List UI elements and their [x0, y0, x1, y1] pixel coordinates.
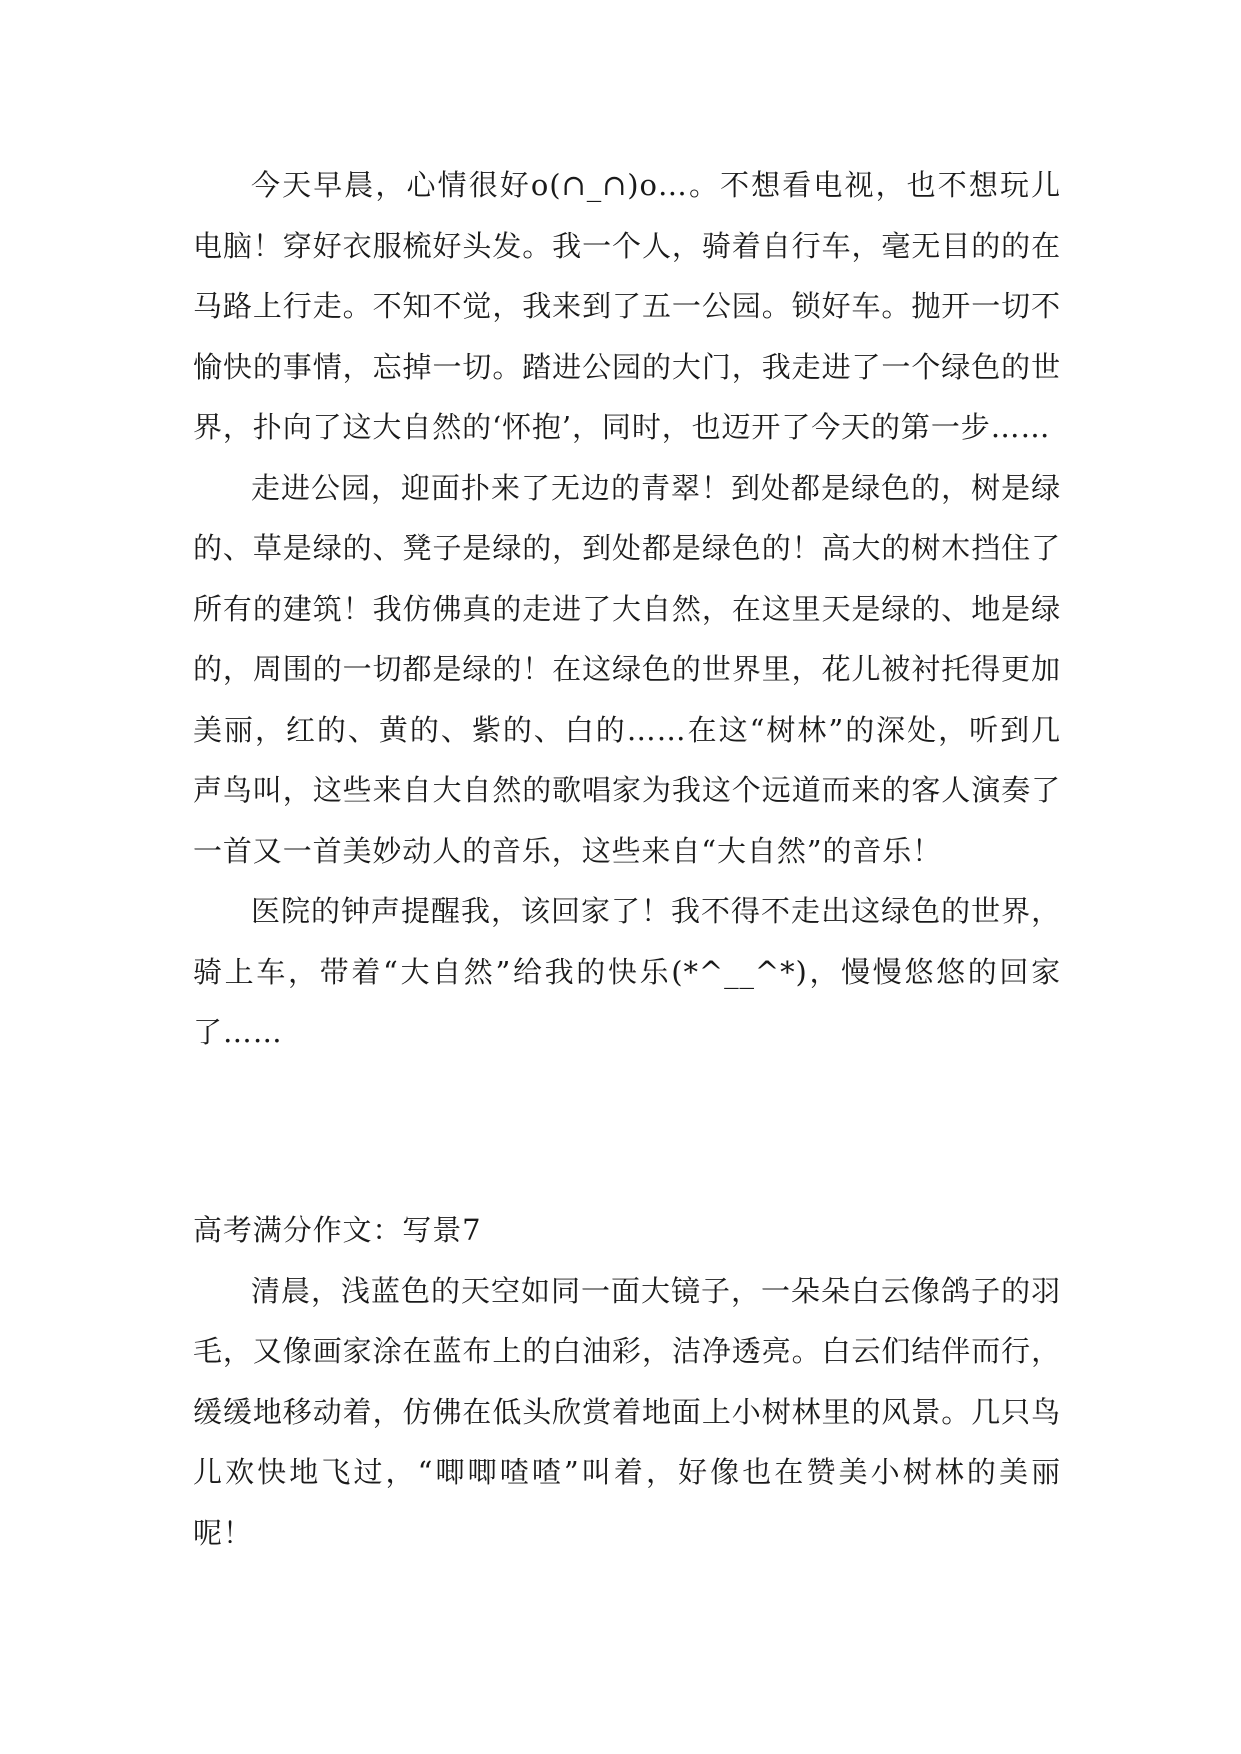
essay-section-7: [193, 1200, 1061, 1563]
paragraph-park-green: 走进公园，迎面扑来了无边的青翠！到处都是绿色的，树是绿的、草是绿的、凳子是绿的，到处都是绿色的！高大的树木挡住了所有的建筑！我仿佛真的走进了大自然，在这里天是绿的、地是绿的，周围的一切都是绿的！在这绿色的世界里，花儿被衬托得更加美丽，红的、黄的、紫的、白的……在这“树林”的深处，听到几声鸟叫，这些来自大自然的歌唱家为我这个远道而来的客人演奏了一首又一首美妙动人的音乐，这些来自“大自然”的音乐！: [193, 470, 1061, 868]
paragraph-morning-ride: 今天早晨，心情很好o(∩_∩)o…。不想看电视，也不想玩儿电脑！穿好衣服梳好头发。我一个人，骑着自行车，毫无目的的在马路上行走。不知不觉，我来到了五一公园。锁好车。抛开一切不愉快的事情，忘掉一切。踏进公园的大门，我走进了一个绿色的世界，扑向了这大自然的‘怀抱’，同时，也迈开了今天的第一步……: [193, 168, 1061, 444]
essay-heading: 高考满分作文：写景7: [193, 1213, 482, 1247]
paragraph-morning-sky: 清晨，浅蓝色的天空如同一面大镜子，一朵朵白云像鸽子的羽毛，又像画家涂在蓝布上的白油彩，洁净透亮。白云们结伴而行，缓缓地移动着，仿佛在低头欣赏着地面上小树林里的风景。几只鸟儿欢快地飞过，“唧唧喳喳”叫着，好像也在赞美小树林的美丽呢！: [193, 1273, 1061, 1550]
paragraph-going-home: 医院的钟声提醒我，该回家了！我不得不走出这绿色的世界，骑上车，带着“大自然”给我的快乐(*^__^*)，慢慢悠悠的回家了……: [193, 894, 1061, 1049]
essay-section-continued: [193, 155, 1061, 1063]
